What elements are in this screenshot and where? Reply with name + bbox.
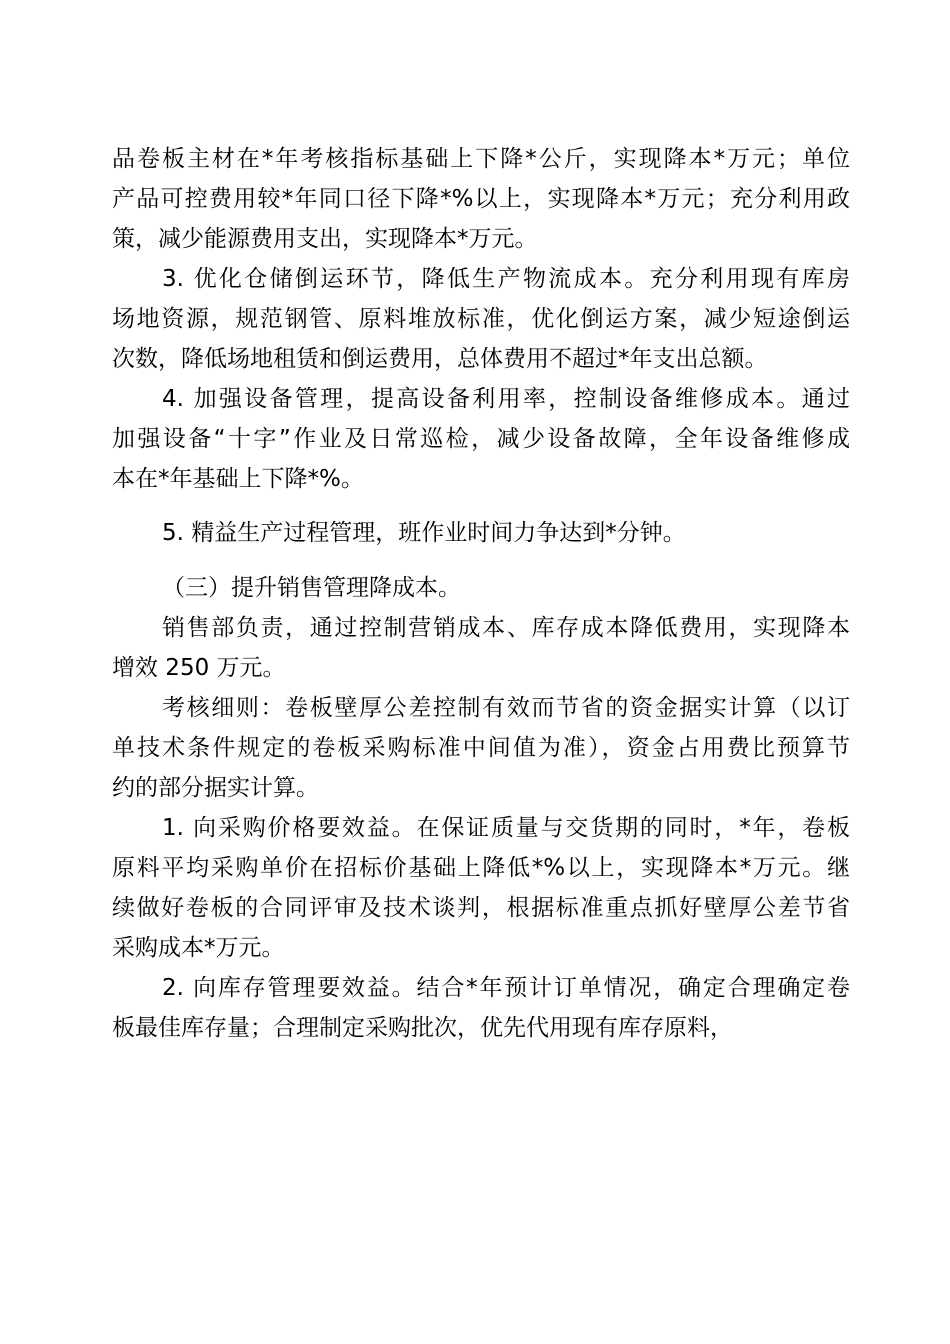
list-item-2-line: 2. 向库存管理要效益。结合*年预计订单情况，确定合理确定卷: [162, 975, 850, 1001]
text-line: 次数，降低场地租赁和倒运费用，总体费用不超过*年支出总额。: [112, 346, 768, 372]
text-line: 加强设备“十字”作业及日常巡检，减少设备故障，全年设备维修成: [112, 426, 850, 452]
text-line: 原料平均采购单价在招标价基础上降低*%以上，实现降本*万元。继: [112, 855, 850, 881]
text-line: 策，减少能源费用支出，实现降本*万元。: [112, 226, 538, 252]
text-line: 约的部分据实计算。: [112, 775, 319, 801]
text-line: 板最佳库存量；合理制定采购批次，优先代用现有库存原料，: [112, 1015, 733, 1041]
document-body: [112, 139, 850, 1048]
text-line: 场地资源，规范钢管、原料堆放标准，优化倒运方案，减少短途倒运: [112, 306, 850, 332]
text-line: 采购成本*万元。: [112, 935, 285, 961]
list-item-5-line: 5. 精益生产过程管理，班作业时间力争达到*分钟。: [162, 520, 686, 546]
list-item-4-line: 4. 加强设备管理，提高设备利用率，控制设备维修成本。通过: [162, 386, 850, 412]
text-line: 单技术条件规定的卷板采购标准中间值为准），资金占用费比预算节: [112, 735, 850, 761]
list-item-1-line: 1. 向采购价格要效益。在保证质量与交货期的同时，*年，卷板: [162, 815, 850, 841]
text-line: 产品可控费用较*年同口径下降*%以上，实现降本*万元；充分利用政: [112, 186, 850, 212]
section-heading: （三）提升销售管理降成本。: [162, 575, 461, 601]
list-item-3-line: 3. 优化仓储倒运环节，降低生产物流成本。充分利用现有库房: [162, 266, 850, 292]
paragraph-line: 销售部负责，通过控制营销成本、库存成本降低费用，实现降本: [162, 615, 850, 641]
text-line: 本在*年基础上下降*%。: [112, 466, 364, 492]
text-line: 续做好卷板的合同评审及技术谈判，根据标准重点抓好壁厚公差节省: [112, 895, 850, 921]
assessment-details-line: 考核细则：卷板壁厚公差控制有效而节省的资金据实计算（以订: [162, 695, 850, 721]
text-line: 品卷板主材在*年考核指标基础上下降*公斤，实现降本*万元；单位: [112, 146, 850, 172]
text-line: 增效 250 万元。: [112, 655, 286, 681]
